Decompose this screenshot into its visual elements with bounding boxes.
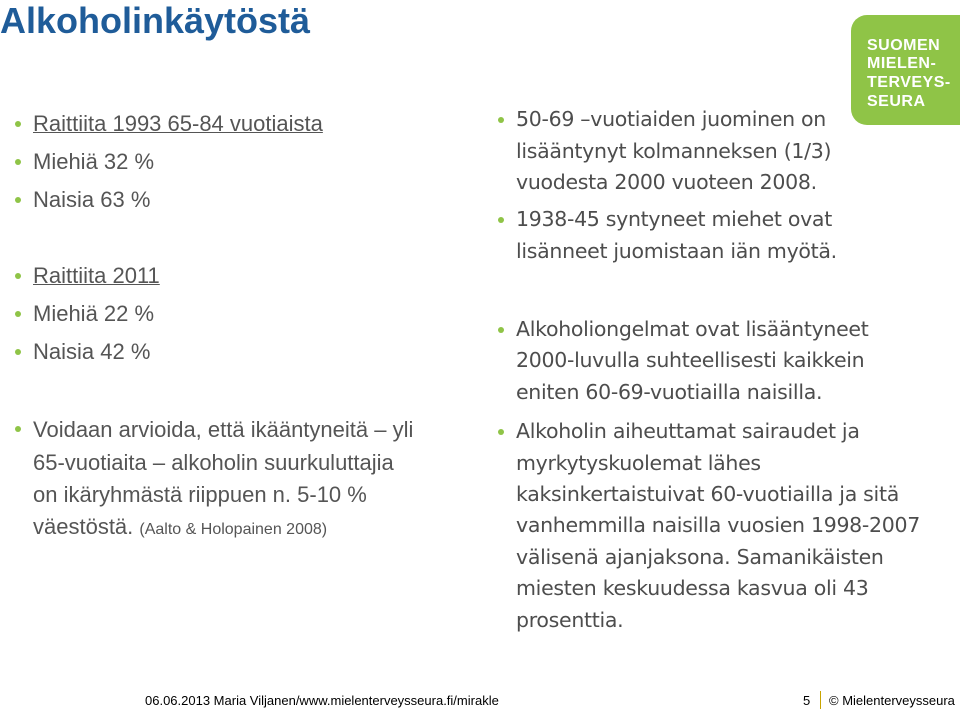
list-item-continued: vanhemmilla naisilla vuosien 1998-2007: [516, 513, 920, 537]
list-item: Voidaan arvioida, että ikääntyneitä – yli: [33, 417, 414, 442]
list-item: Raittiita 1993 65-84 vuotiaista: [33, 111, 323, 136]
list-item-continued: prosenttia.: [516, 608, 624, 632]
bullet-dot: [15, 197, 21, 203]
list-item-continued: kaksinkertaistuivat 60-vuotiailla ja sitä: [516, 482, 899, 506]
list-item-continued: vuodesta 2000 vuoteen 2008.: [516, 170, 817, 194]
list-item-continued: [33, 511, 327, 545]
footer-copyright: © Mielenterveysseura: [829, 693, 955, 708]
bullet-dot: [15, 121, 21, 127]
footer-text: 06.06.2013 Maria Viljanen/www.mielenterveysseura.fi/mirakle: [145, 693, 499, 708]
list-item-continued: 2000-luvulla suhteellisesti kaikkein: [516, 348, 865, 372]
bullet-dot: [15, 159, 21, 165]
list-item-continued: miesten keskuudessa kasvua oli 43: [516, 576, 869, 600]
list-item: 1938-45 syntyneet miehet ovat: [516, 207, 832, 231]
list-item-continued: myrkytyskuolemat lähes: [516, 451, 761, 475]
logo-text-line: TERVEYS-: [867, 74, 951, 91]
bullet-dot: [498, 117, 504, 123]
logo-text-line: SEURA: [867, 93, 926, 110]
list-item: Alkoholin aiheuttamat sairaudet ja: [516, 419, 860, 443]
logo-text-line: MIELEN-: [867, 55, 937, 72]
list-item-continued: on ikäryhmästä riippuen n. 5-10 %: [33, 482, 367, 507]
citation: (Aalto & Holopainen 2008): [139, 521, 328, 538]
list-item-continued: lisääntynyt kolmanneksen (1/3): [516, 139, 832, 163]
footer-divider: [820, 691, 821, 709]
list-item-continued: lisänneet juomistaan iän myötä.: [516, 239, 837, 263]
list-item: Alkoholiongelmat ovat lisääntyneet: [516, 317, 869, 341]
bullet-dot: [498, 429, 504, 435]
list-item: Naisia 42 %: [33, 339, 151, 364]
bullet-dot: [15, 273, 21, 279]
list-item-continued: eniten 60-69-vuotiailla naisilla.: [516, 380, 823, 404]
bullet-dot: [15, 349, 21, 355]
list-item: Naisia 63 %: [33, 187, 151, 212]
list-item: Miehiä 32 %: [33, 149, 155, 174]
bullet-dot: [15, 426, 21, 432]
logo-text-line: SUOMEN: [867, 37, 941, 54]
list-item-text: väestöstä.: [33, 514, 134, 539]
list-item: 50-69 –vuotiaiden juominen on: [516, 107, 826, 131]
list-item-continued: 65-vuotiaita – alkoholin suurkuluttajia: [33, 450, 394, 475]
bullet-dot: [15, 311, 21, 317]
slide-title: Alkoholinkäytöstä: [0, 0, 311, 41]
bullet-dot: [498, 327, 504, 333]
bullet-dot: [498, 217, 504, 223]
list-item-continued: välisenä ajanjaksona. Samanikäisten: [516, 545, 884, 569]
list-item: Miehiä 22 %: [33, 301, 155, 326]
page-number: 5: [803, 693, 811, 708]
list-item: Raittiita 2011: [33, 263, 160, 288]
